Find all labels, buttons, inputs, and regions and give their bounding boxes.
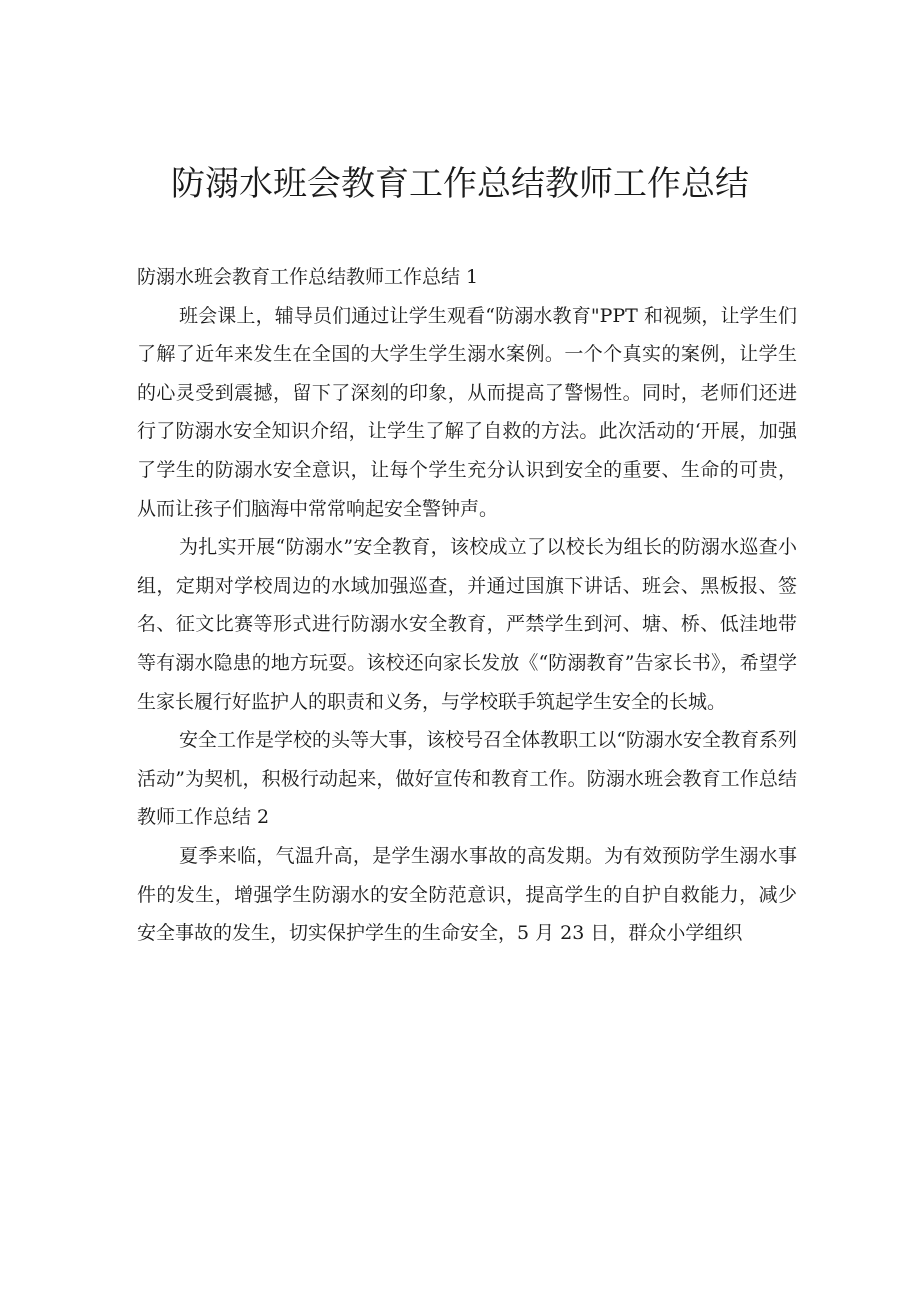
paragraph: 为扎实开展“防溺水”安全教育，该校成立了以校长为组长的防溺水巡查小组，定期对学校周边的水域加强巡查，并通过国旗下讲话、班会、黑板报、签名、征文比赛等形式进行防溺水安全教育，严禁学生到河、塘、桥、低洼地带等有溺水隐患的地方玩耍。该校还向家长发放《“防溺教育”告家长书》，希望学生家长履行好监护人的职责和义务，与学校联手筑起学生安全的长城。 <box>137 536 797 713</box>
paragraph: 安全工作是学校的头等大事，该校号召全体教职工以“防溺水安全教育系列活动”为契机，积极行动起来，做好宣传和教育工作。防溺水班会教育工作总结教师工作总结 2 <box>137 729 797 829</box>
section-heading: 防溺水班会教育工作总结教师工作总结 1 <box>137 266 479 288</box>
paragraph: 班会课上，辅导员们通过让学生观看“防溺水教育"PPT 和视频，让学生们了解了近年来发生在全国的大学生学生溺水案例。一个个真实的案例，让学生的心灵受到震撼，留下了深刻的印象，从而提高了警惕性。同时，老师们还进行了防溺水安全知识介绍，让学生了解了自救的方法。此次活动的‘开展，加强了学生的防溺水安全意识，让每个学生充分认识到安全的重要、生命的可贵，从而让孩子们脑海中常常响起安全警钟声。 <box>137 304 797 520</box>
document-body <box>137 258 797 953</box>
paragraph: 夏季来临，气温升高，是学生溺水事故的高发期。为有效预防学生溺水事件的发生，增强学生防溺水的安全防范意识，提高学生的自护自救能力，减少安全事故的发生，切实保护学生的生命安全，5 月 23 日，群众小学组织 <box>137 844 797 945</box>
document-title: 防溺水班会教育工作总结教师工作总结 <box>171 164 749 204</box>
